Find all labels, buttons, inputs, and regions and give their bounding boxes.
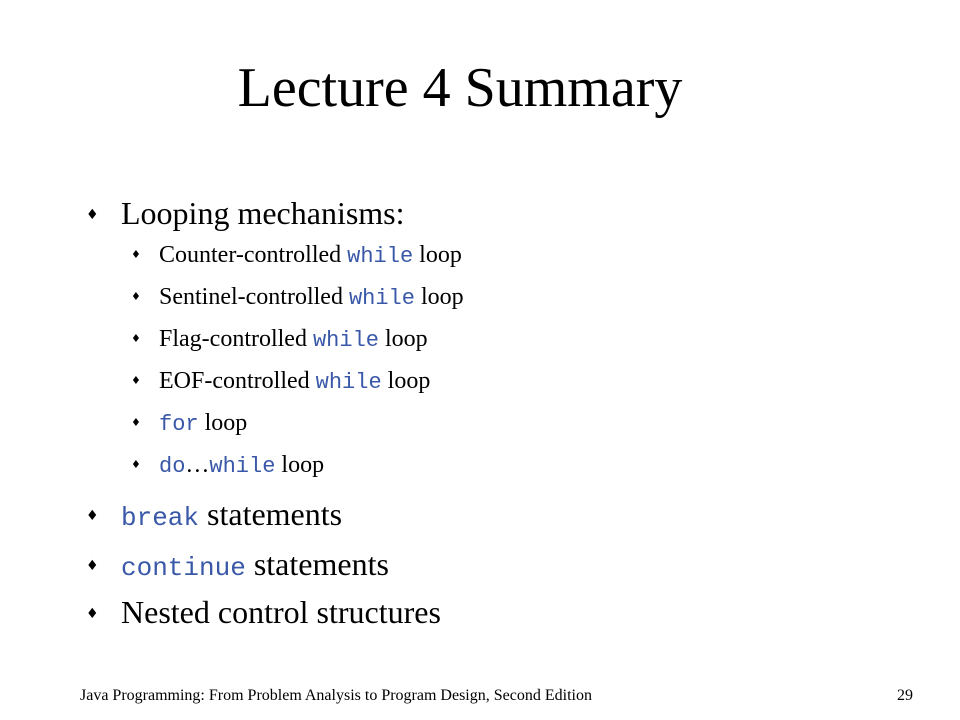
diamond-bullet-icon: ♦ <box>86 558 99 574</box>
footer-book-title: Java Programming: From Problem Analysis to Program Design, Second Edition <box>80 687 592 704</box>
bullet-break-statements <box>86 494 342 538</box>
bullet-text: Looping mechanisms: <box>121 195 405 231</box>
bullet-text: loop <box>414 284 464 310</box>
code-keyword: while <box>312 328 379 353</box>
bullet-text: Counter-controlled <box>159 242 348 268</box>
footer-page-number: 29 <box>897 687 913 704</box>
code-keyword: break <box>121 503 200 533</box>
bullet-text: statements <box>245 546 389 582</box>
bullet-nested-control-structures <box>86 592 441 632</box>
code-keyword: while <box>315 370 382 395</box>
diamond-bullet-icon: ♦ <box>131 290 141 303</box>
slide-title: Lecture 4 Summary <box>237 57 683 119</box>
bullet-continue-statements <box>86 544 389 588</box>
bullet-text: Nested control structures <box>121 594 441 630</box>
bullet-text: loop <box>413 242 462 268</box>
bullet-text: loop <box>381 368 431 394</box>
bullet-text: statements <box>199 496 343 532</box>
bullet-looping-mechanisms <box>86 193 405 233</box>
code-keyword: while <box>209 454 276 479</box>
bullet-counter-controlled <box>131 240 462 272</box>
bullet-flag-controlled <box>131 324 428 356</box>
bullet-eof-controlled <box>131 366 430 398</box>
code-keyword: do <box>159 454 186 479</box>
diamond-bullet-icon: ♦ <box>86 606 99 622</box>
bullet-text: EOF-controlled <box>159 368 316 394</box>
diamond-bullet-icon: ♦ <box>131 458 141 471</box>
bullet-sentinel-controlled <box>131 282 464 314</box>
code-keyword: while <box>347 244 414 269</box>
diamond-bullet-icon: ♦ <box>86 508 99 524</box>
diamond-bullet-icon: ♦ <box>131 374 141 387</box>
code-keyword: continue <box>121 553 246 583</box>
bullet-text: loop <box>378 326 428 352</box>
code-keyword: for <box>159 412 199 437</box>
bullet-text: Flag-controlled <box>159 326 313 352</box>
diamond-bullet-icon: ♦ <box>131 248 141 261</box>
bullet-text: … <box>185 452 210 478</box>
code-keyword: while <box>348 286 415 311</box>
bullet-text: loop <box>198 410 248 436</box>
diamond-bullet-icon: ♦ <box>131 416 141 429</box>
diamond-bullet-icon: ♦ <box>86 207 99 223</box>
bullet-do-while-loop <box>131 450 324 482</box>
diamond-bullet-icon: ♦ <box>131 332 141 345</box>
bullet-text: loop <box>275 452 325 478</box>
bullet-text: Sentinel-controlled <box>159 284 349 310</box>
bullet-for-loop <box>131 408 247 440</box>
